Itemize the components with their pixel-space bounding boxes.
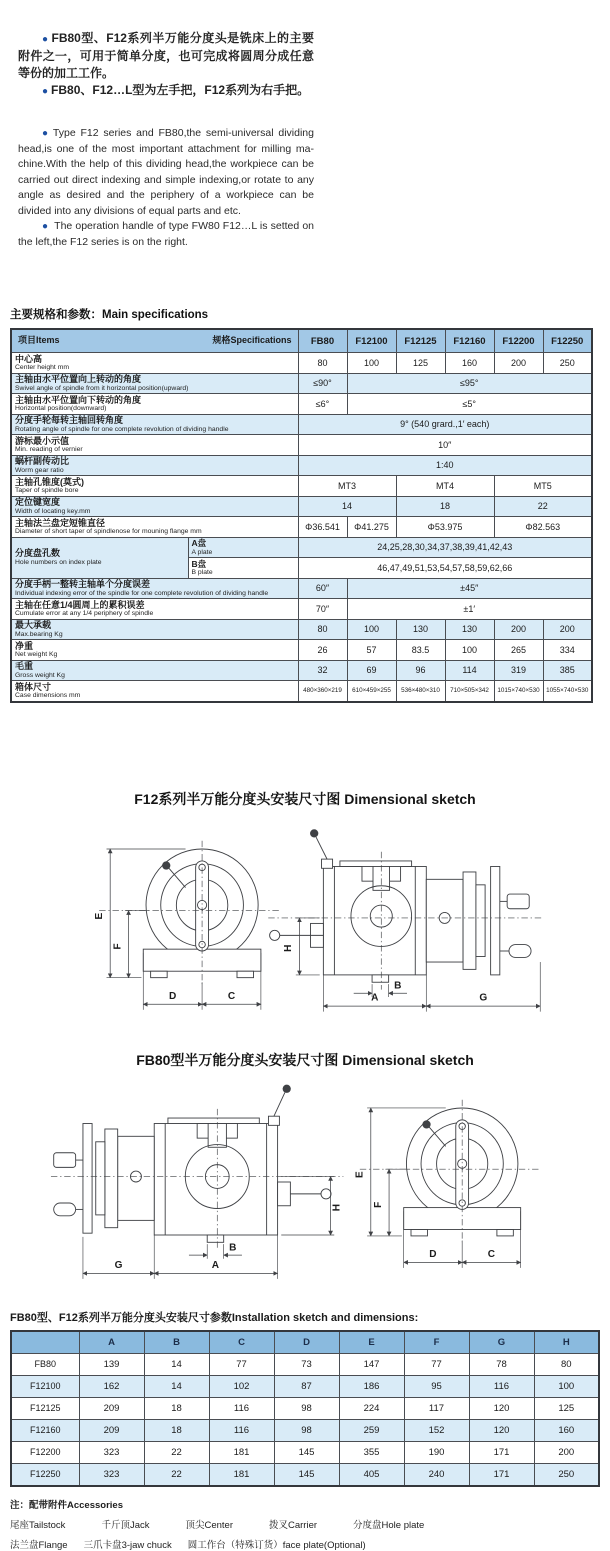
plate-a-label-cell xyxy=(188,537,298,558)
model-header: F12160 xyxy=(445,329,494,353)
dim-label-D: D xyxy=(429,1248,437,1260)
install-value-cell: 190 xyxy=(404,1441,469,1463)
spec-row-gross-weight xyxy=(11,660,592,681)
spec-row-key-width xyxy=(11,496,592,517)
intro-en-2-text: The operation handle of type FW80 F12…L is setted on the left,the F12 series is on the right. xyxy=(18,220,314,248)
install-value-cell: 162 xyxy=(79,1375,144,1397)
dim-label-G: G xyxy=(479,992,488,1004)
spec-row-index-plate-a xyxy=(11,537,592,558)
fb80-front-view xyxy=(355,1099,539,1267)
spec-label-cell xyxy=(11,496,298,517)
spec-value-cell: MT5 xyxy=(494,476,592,497)
spec-value-cell: Φ53.975 xyxy=(396,517,494,538)
spec-value-cell: ±1′ xyxy=(347,599,592,620)
spec-value-cell: 9° (540 grard.,1′ each) xyxy=(298,414,592,435)
install-row-f12100 xyxy=(11,1375,599,1397)
label-cn: 分度手轮每转主轴回转角度 xyxy=(15,415,124,425)
dim-label-A: A xyxy=(211,1259,220,1271)
spec-value-cell: 83.5 xyxy=(396,640,445,661)
label-cn: 主轴由水平位置向上转动的角度 xyxy=(15,374,142,384)
label-cn: 箱体尺寸 xyxy=(15,681,52,692)
install-value-cell: 171 xyxy=(469,1463,534,1486)
dim-label-E: E xyxy=(93,912,105,919)
fb80-dimensional-sketch xyxy=(0,1050,610,1293)
dim-label-D: D xyxy=(169,990,177,1002)
install-col-header: H xyxy=(534,1331,599,1354)
spec-value-cell: 10″ xyxy=(298,435,592,456)
label-en: Net weight Kg xyxy=(15,651,58,658)
install-value-cell: 18 xyxy=(144,1397,209,1419)
install-row-f12200 xyxy=(11,1441,599,1463)
spec-label-cell xyxy=(11,353,298,374)
install-value-cell: 181 xyxy=(209,1441,274,1463)
install-value-cell: 186 xyxy=(339,1375,404,1397)
spec-row-flange-taper xyxy=(11,517,592,538)
install-value-cell: 102 xyxy=(209,1375,274,1397)
spec-value-cell: 125 xyxy=(396,353,445,374)
install-col-header: C xyxy=(209,1331,274,1354)
dim-label-A: A xyxy=(371,992,379,1004)
spec-value-cell: 130 xyxy=(396,619,445,640)
install-value-cell: 22 xyxy=(144,1441,209,1463)
dim-label-C: C xyxy=(227,990,236,1002)
spec-value-cell: Φ36.541 xyxy=(298,517,347,538)
spec-header-row xyxy=(11,329,592,353)
spec-value-cell: 1015×740×530 xyxy=(494,681,543,702)
model-header: F12200 xyxy=(494,329,543,353)
accessory-item: 三爪卡盘3-jaw chuck xyxy=(83,1539,172,1551)
model-header: F12250 xyxy=(543,329,592,353)
label-en: Case dimensions mm xyxy=(15,692,81,699)
spec-row-max-bearing xyxy=(11,619,592,640)
spec-value-cell: 114 xyxy=(445,660,494,681)
spec-label-cell xyxy=(11,517,298,538)
install-value-cell: 323 xyxy=(79,1441,144,1463)
spec-value-cell: ≤90° xyxy=(298,373,347,394)
model-cell: F12250 xyxy=(11,1463,79,1486)
label-en: Individual indexing error of the spindle for one complete revolution of dividing handle xyxy=(15,589,269,597)
accessories-title: 注：配带附件Accessories xyxy=(10,1499,123,1511)
install-table-title: FB80型、F12系列半万能分度头安装尺寸参数Installation sketch and dimensions: xyxy=(10,1311,419,1324)
f12-dimensional-sketch xyxy=(0,789,610,1024)
label-en: Worm gear ratio xyxy=(15,466,64,474)
intro-paragraph-cn-2 xyxy=(18,82,314,100)
install-value-cell: 171 xyxy=(469,1441,534,1463)
install-row-fb80 xyxy=(11,1353,599,1375)
intro-paragraph-en-1 xyxy=(18,126,314,219)
label-en: Max.bearing Kg xyxy=(15,630,63,638)
label-en: A plate xyxy=(191,548,213,556)
install-value-cell: 120 xyxy=(469,1397,534,1419)
install-value-cell: 405 xyxy=(339,1463,404,1486)
label-en: Rotating angle of spindle for one complete revolution of dividing handle xyxy=(15,425,229,433)
install-value-cell: 116 xyxy=(209,1419,274,1441)
install-value-cell: 95 xyxy=(404,1375,469,1397)
spec-row-indexing-error xyxy=(11,578,592,599)
install-header-row xyxy=(11,1331,599,1354)
install-value-cell: 73 xyxy=(274,1353,339,1375)
items-label: 项目Items xyxy=(18,335,60,345)
bullet-icon: ● xyxy=(42,34,49,45)
dim-label-H: H xyxy=(331,1203,343,1211)
spec-label-cell xyxy=(11,476,298,497)
install-value-cell: 224 xyxy=(339,1397,404,1419)
spec-label-cell xyxy=(11,640,298,661)
spec-value-cell: 26 xyxy=(298,640,347,661)
label-cn: 最大承载 xyxy=(15,620,52,630)
bullet-icon: ● xyxy=(42,221,49,232)
plate-b-label-cell xyxy=(188,558,298,579)
dim-label-G: G xyxy=(114,1259,123,1271)
accessory-item: 圆工作台（特殊订货）face plate(Optional) xyxy=(187,1539,366,1551)
install-value-cell: 145 xyxy=(274,1441,339,1463)
model-header: F12100 xyxy=(347,329,396,353)
accessory-item: 拨叉Carrier xyxy=(269,1519,318,1531)
spec-label-cell xyxy=(11,394,298,415)
install-dimensions-table xyxy=(10,1330,600,1487)
accessory-item: 法兰盘Flange xyxy=(10,1539,68,1551)
install-value-cell: 250 xyxy=(534,1463,599,1486)
dim-label-C: C xyxy=(487,1248,496,1260)
install-value-cell: 98 xyxy=(274,1397,339,1419)
install-col-header: D xyxy=(274,1331,339,1354)
spec-value-cell: 100 xyxy=(347,353,396,374)
fb80-sketch-drawing xyxy=(25,1076,585,1288)
install-value-cell: 139 xyxy=(79,1353,144,1375)
spec-label-cell xyxy=(11,373,298,394)
spec-label-cell xyxy=(11,414,298,435)
spec-value-cell: 130 xyxy=(445,619,494,640)
install-value-cell: 145 xyxy=(274,1463,339,1486)
spec-value-cell: 710×505×342 xyxy=(445,681,494,702)
intro-paragraph-en-2 xyxy=(18,219,314,250)
spec-value-cell: 69 xyxy=(347,660,396,681)
spec-value-cell: 250 xyxy=(543,353,592,374)
install-row-f12160 xyxy=(11,1419,599,1441)
label-en: Swivel angle of spindle from it horizontal position(upward) xyxy=(15,384,189,392)
install-value-cell: 120 xyxy=(469,1419,534,1441)
bullet-icon: ● xyxy=(42,86,49,97)
install-value-cell: 117 xyxy=(404,1397,469,1419)
spec-corner-cell xyxy=(11,329,298,353)
label-en: Min. reading of vernier xyxy=(15,446,83,453)
spec-value-cell: 57 xyxy=(347,640,396,661)
bullet-icon: ● xyxy=(42,128,50,139)
spec-value-cell: 70″ xyxy=(298,599,347,620)
install-value-cell: 152 xyxy=(404,1419,469,1441)
intro-cn-2-text: FB80、F12…L型为左手把，F12系列为右手把。 xyxy=(51,83,310,97)
model-cell: F12125 xyxy=(11,1397,79,1419)
spec-row-vernier xyxy=(11,435,592,456)
fb80-sketch-title: FB80型半万能分度头安装尺寸图 Dimensional sketch xyxy=(136,1051,474,1068)
label-cn: 毛重 xyxy=(15,661,34,671)
accessories-notes xyxy=(10,1497,610,1551)
spec-row-case-dimensions xyxy=(11,681,592,702)
accessory-item: 尾座Tailstock xyxy=(10,1519,66,1531)
install-value-cell: 209 xyxy=(79,1419,144,1441)
spec-value-cell: 160 xyxy=(445,353,494,374)
install-value-cell: 125 xyxy=(534,1397,599,1419)
install-value-cell: 78 xyxy=(469,1353,534,1375)
spec-label-cell xyxy=(11,435,298,456)
label-cn: 蜗杆副传动比 xyxy=(15,456,70,466)
install-row-f12125 xyxy=(11,1397,599,1419)
spec-value-cell: 1055×740×530 xyxy=(543,681,592,702)
intro-section xyxy=(0,0,314,250)
intro-paragraph-cn-1 xyxy=(18,30,314,82)
dim-label-B: B xyxy=(394,980,402,992)
spec-row-net-weight xyxy=(11,640,592,661)
label-en: Hole numbers on index plate xyxy=(15,558,102,566)
spec-value-cell: 60″ xyxy=(298,578,347,599)
model-header: FB80 xyxy=(298,329,347,353)
install-value-cell: 14 xyxy=(144,1353,209,1375)
model-header: F12125 xyxy=(396,329,445,353)
spec-value-cell: 610×459×255 xyxy=(347,681,396,702)
spec-value-cell: 100 xyxy=(347,619,396,640)
install-value-cell: 80 xyxy=(534,1353,599,1375)
label-en: Cumulate error at any 1/4 periphery of spindle xyxy=(15,610,154,617)
spec-value-cell: 46,47,49,51,53,54,57,58,59,62,66 xyxy=(298,558,592,579)
label-cn: 主轴在任意1/4圆周上的累积误差 xyxy=(15,599,145,610)
spec-row-cumulate-error xyxy=(11,599,592,620)
spec-value-cell: 200 xyxy=(494,353,543,374)
model-cell: F12200 xyxy=(11,1441,79,1463)
model-cell: F12160 xyxy=(11,1419,79,1441)
install-value-cell: 116 xyxy=(209,1397,274,1419)
install-value-cell: 209 xyxy=(79,1397,144,1419)
spec-value-cell: MT3 xyxy=(298,476,396,497)
spec-value-cell: 536×480×310 xyxy=(396,681,445,702)
spec-label-cell xyxy=(11,578,298,599)
specifications-label: 规格Specifications xyxy=(212,335,292,345)
spec-value-cell: MT4 xyxy=(396,476,494,497)
dim-label-F: F xyxy=(372,1201,384,1208)
dim-label-E: E xyxy=(354,1170,366,1178)
spec-row-worm-ratio xyxy=(11,455,592,476)
label-en: Horizontal position(downward) xyxy=(15,405,107,412)
spec-value-cell: 200 xyxy=(543,619,592,640)
spec-value-cell: ≤6° xyxy=(298,394,347,415)
accessory-item: 顶尖Center xyxy=(185,1519,233,1531)
label-en: Diameter of short taper of spindlenose for mouning flange mm xyxy=(15,528,202,535)
install-corner-cell xyxy=(11,1331,79,1354)
spec-value-cell: 265 xyxy=(494,640,543,661)
label-cn: 主轴法兰盘定短锥直径 xyxy=(15,517,106,528)
label-en: Center height mm xyxy=(15,364,70,371)
install-value-cell: 22 xyxy=(144,1463,209,1486)
dim-label-F: F xyxy=(112,942,124,949)
install-value-cell: 116 xyxy=(469,1375,534,1397)
install-value-cell: 355 xyxy=(339,1441,404,1463)
spec-row-swivel-down xyxy=(11,394,592,415)
install-col-header: B xyxy=(144,1331,209,1354)
spec-value-cell: 24,25,28,30,34,37,38,39,41,42,43 xyxy=(298,537,592,558)
spec-value-cell: 334 xyxy=(543,640,592,661)
spec-value-cell: Φ41.275 xyxy=(347,517,396,538)
label-cn: B盘 xyxy=(191,558,207,569)
install-value-cell: 100 xyxy=(534,1375,599,1397)
install-value-cell: 160 xyxy=(534,1419,599,1441)
spec-value-cell: 32 xyxy=(298,660,347,681)
fb80-side-view xyxy=(51,1084,343,1278)
model-cell: F12100 xyxy=(11,1375,79,1397)
label-en: Gross weight Kg xyxy=(15,671,65,679)
spec-label-cell xyxy=(11,660,298,681)
install-row-f12250 xyxy=(11,1463,599,1486)
label-cn: 中心高 xyxy=(15,353,43,364)
accessory-item: 千斤顶Jack xyxy=(101,1519,150,1531)
intro-cn-1-text: FB80型、F12系列半万能分度头是铣床上的主要附件之一，可用于简单分度，也可完成将圆周分成任意等份的加工工作。 xyxy=(18,31,314,80)
spec-row-taper xyxy=(11,476,592,497)
install-value-cell: 147 xyxy=(339,1353,404,1375)
f12-sketch-title: F12系列半万能分度头安装尺寸图 Dimensional sketch xyxy=(134,790,476,807)
install-value-cell: 259 xyxy=(339,1419,404,1441)
install-col-header: A xyxy=(79,1331,144,1354)
spec-label-cell xyxy=(11,455,298,476)
f12-front-view xyxy=(94,840,279,1009)
label-cn: 主轴孔锥度(莫式) xyxy=(15,476,84,487)
spec-value-cell: 100 xyxy=(445,640,494,661)
accessories-line-2 xyxy=(10,1537,610,1551)
spec-label-cell xyxy=(11,599,298,620)
spec-value-cell: 80 xyxy=(298,619,347,640)
install-value-cell: 323 xyxy=(79,1463,144,1486)
spec-row-rotating-angle xyxy=(11,414,592,435)
spec-label-cell xyxy=(11,537,188,578)
label-cn: 主轴由水平位置向下转动的角度 xyxy=(15,394,142,405)
label-cn: 分度手柄一整转主轴单个分度误差 xyxy=(15,579,151,589)
label-en: B plate xyxy=(191,569,213,576)
spec-value-cell: Φ82.563 xyxy=(494,517,592,538)
label-cn: A盘 xyxy=(191,538,207,548)
install-value-cell: 240 xyxy=(404,1463,469,1486)
install-col-header: F xyxy=(404,1331,469,1354)
label-en: Width of locating key.mm xyxy=(15,507,91,515)
install-value-cell: 98 xyxy=(274,1419,339,1441)
spec-value-cell: ≤5° xyxy=(347,394,592,415)
dim-label-B: B xyxy=(229,1242,237,1254)
main-spec-title: 主要规格和参数：Main specifications xyxy=(10,309,209,321)
install-value-cell: 77 xyxy=(209,1353,274,1375)
install-col-header: G xyxy=(469,1331,534,1354)
spec-value-cell: 96 xyxy=(396,660,445,681)
spec-value-cell: 385 xyxy=(543,660,592,681)
install-value-cell: 87 xyxy=(274,1375,339,1397)
install-value-cell: 181 xyxy=(209,1463,274,1486)
spec-value-cell: 1:40 xyxy=(298,455,592,476)
spec-value-cell: 18 xyxy=(396,496,494,517)
label-cn: 游标最小示值 xyxy=(15,435,70,446)
label-cn: 净重 xyxy=(15,640,34,651)
label-cn: 定位键宽度 xyxy=(15,497,61,507)
spec-row-center-height xyxy=(11,353,592,374)
main-spec-table xyxy=(10,328,593,703)
install-value-cell: 200 xyxy=(534,1441,599,1463)
spec-value-cell: 200 xyxy=(494,619,543,640)
spec-value-cell: ≤95° xyxy=(347,373,592,394)
install-value-cell: 14 xyxy=(144,1375,209,1397)
install-value-cell: 77 xyxy=(404,1353,469,1375)
accessory-item: 分度盘Hole plate xyxy=(353,1519,425,1531)
spec-label-cell xyxy=(11,681,298,702)
label-cn: 分度盘孔数 xyxy=(15,548,61,559)
spec-value-cell: ±45″ xyxy=(347,578,592,599)
model-cell: FB80 xyxy=(11,1353,79,1375)
spec-value-cell: 22 xyxy=(494,496,592,517)
f12-side-view xyxy=(268,829,544,1011)
spec-value-cell: 80 xyxy=(298,353,347,374)
install-value-cell: 18 xyxy=(144,1419,209,1441)
spec-row-swivel-up xyxy=(11,373,592,394)
intro-en-1-text: Type F12 series and FB80,the semi-universal dividing head,is one of the most important attachment for milling ma-chine.With the help of this dividing head,the workpiece can be carried out direct indexing and simple indexing,or rotate to any angle as desired and the periphery of a workpiece can be divided into any divisions of equal parts and etc. xyxy=(18,127,314,217)
install-col-header: E xyxy=(339,1331,404,1354)
f12-sketch-drawing xyxy=(25,815,585,1019)
spec-value-cell: 319 xyxy=(494,660,543,681)
label-en: Taper of spindle bore xyxy=(15,487,79,494)
spec-value-cell: 14 xyxy=(298,496,396,517)
spec-label-cell xyxy=(11,619,298,640)
spec-value-cell: 480×360×219 xyxy=(298,681,347,702)
dim-label-H: H xyxy=(283,944,295,952)
